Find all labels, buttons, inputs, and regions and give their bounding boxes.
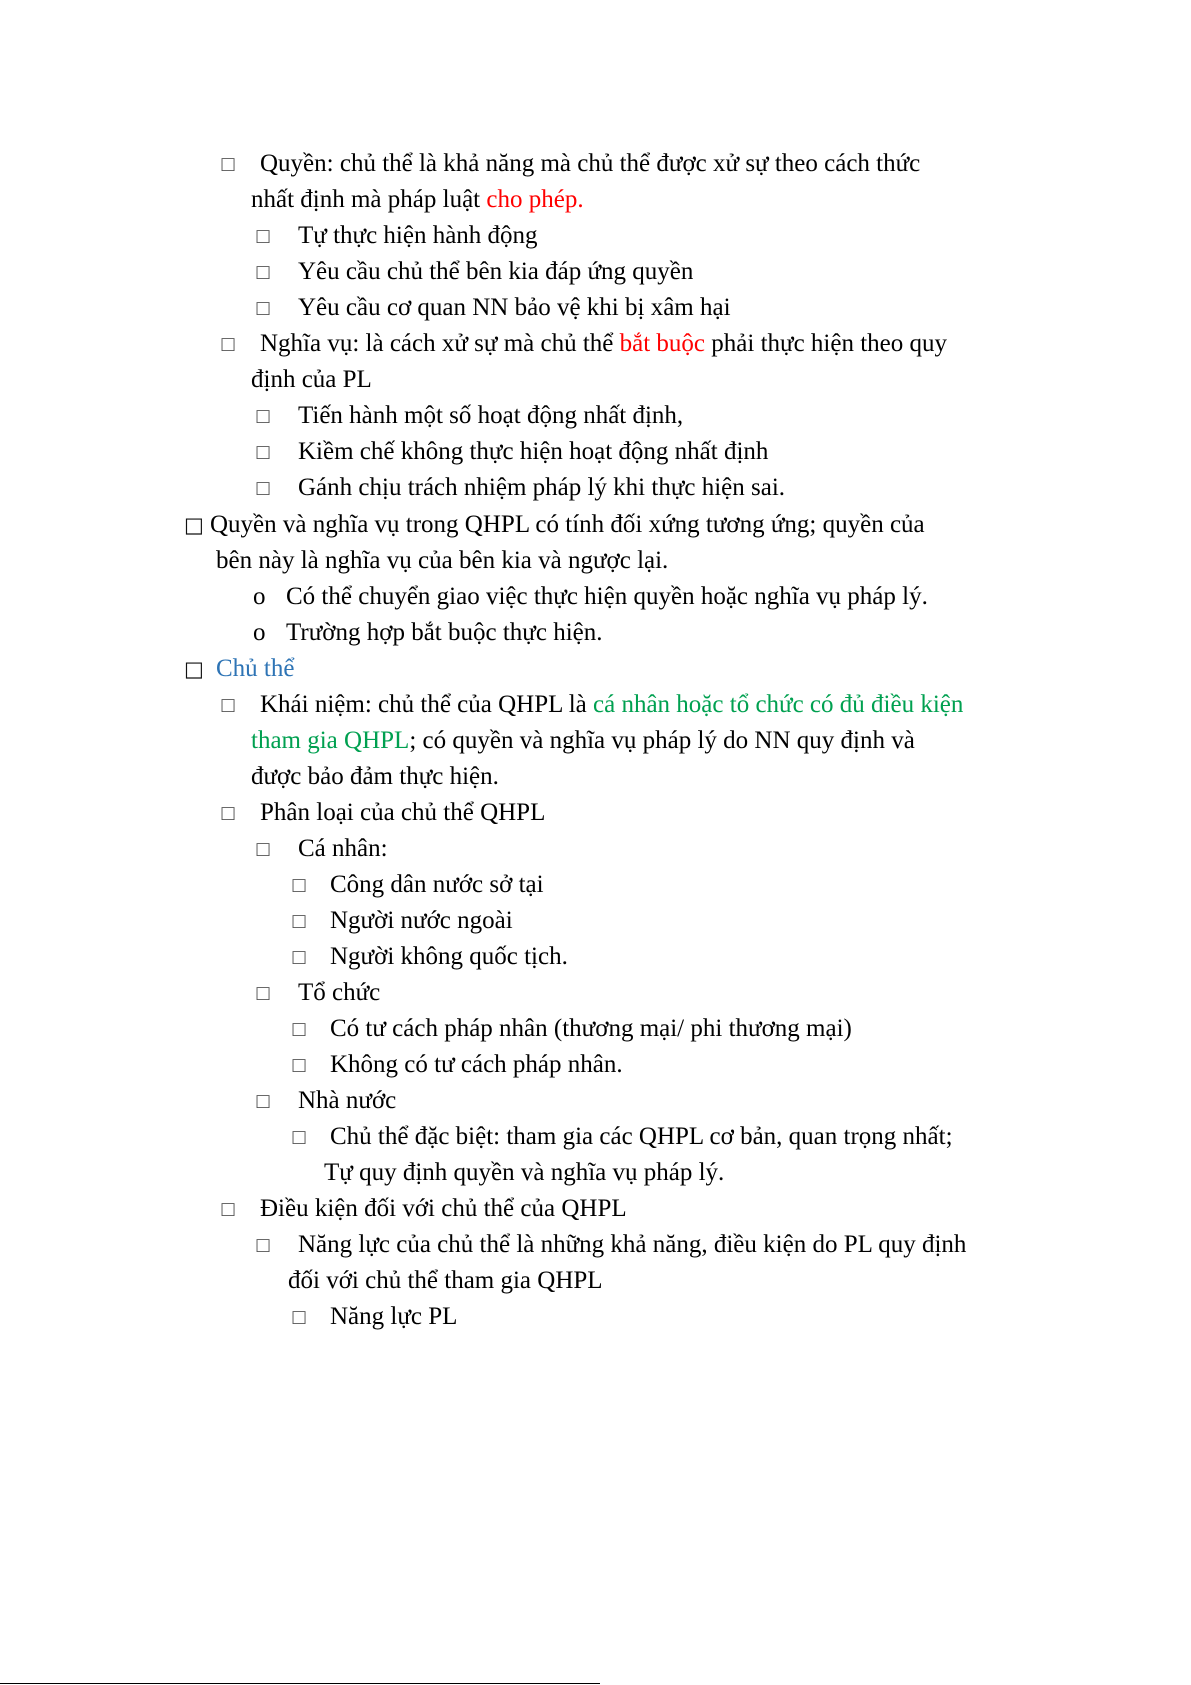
text: nhất định mà pháp luật [251, 186, 487, 213]
text: Chủ thể đặc biệt: tham gia các QHPL cơ bản, quan trọng nhất; [330, 1123, 953, 1150]
highlight-red: bắt buộc [619, 330, 706, 357]
highlight-green: cá nhân hoặc tổ chức có đủ điều kiện [593, 691, 964, 718]
text: Người không quốc tịch. [330, 943, 568, 970]
text: Có thể chuyển giao việc thực hiện quyền hoặc nghĩa vụ pháp lý. [286, 583, 928, 610]
highlight-red: cho phép. [486, 186, 584, 213]
text: Tự thực hiện hành động [298, 222, 538, 249]
square-bullet-icon: □ [220, 695, 237, 715]
text: định của PL [251, 366, 372, 393]
highlight-green: tham gia QHPL [251, 727, 410, 754]
square-bullet-icon: □ [255, 298, 272, 318]
square-bullet-icon: □ [255, 442, 272, 462]
text-after: phải thực hiện theo quy [705, 330, 947, 357]
text: Yêu cầu chủ thể bên kia đáp ứng quyền [298, 258, 694, 285]
square-bullet-icon: □ [184, 513, 204, 537]
text: Có tư cách pháp nhân (thương mại/ phi thương mại) [330, 1015, 852, 1042]
text: Kiềm chế không thực hiện hoạt động nhất định [298, 438, 769, 465]
text-row [251, 723, 915, 759]
text-row [260, 326, 947, 362]
text: Khái niệm: chủ thể của QHPL là [260, 691, 594, 718]
square-bullet-icon: □ [291, 1019, 308, 1039]
text: Quyền: chủ thể là khả năng mà chủ thể được xử sự theo cách thức [260, 150, 921, 177]
square-bullet-icon: □ [255, 262, 272, 282]
square-bullet-icon: □ [255, 839, 272, 859]
text-row [260, 687, 963, 723]
text-after: ; có quyền và nghĩa vụ pháp lý do NN quy định và [409, 727, 915, 754]
text: Không có tư cách pháp nhân. [330, 1051, 623, 1078]
square-bullet-icon: □ [220, 334, 237, 354]
text: Năng lực PL [330, 1303, 458, 1330]
text: Tổ chức [298, 979, 381, 1006]
text: Nghĩa vụ: là cách xử sự mà chủ thể [260, 330, 620, 357]
text: Cá nhân: [298, 835, 388, 862]
text: Tiến hành một số hoạt động nhất định, [298, 402, 684, 429]
square-bullet-icon: □ [255, 1235, 272, 1255]
text: đối với chủ thể tham gia QHPL [288, 1267, 603, 1294]
square-bullet-icon: □ [255, 983, 272, 1003]
text: Công dân nước sở tại [330, 871, 544, 898]
square-bullet-icon: □ [291, 947, 308, 967]
square-bullet-icon: □ [255, 226, 272, 246]
text: Năng lực của chủ thể là những khả năng, điều kiện do PL quy định [298, 1231, 967, 1258]
square-bullet-icon: □ [255, 406, 272, 426]
square-bullet-icon: □ [220, 803, 237, 823]
text: Yêu cầu cơ quan NN bảo vệ khi bị xâm hại [298, 294, 731, 321]
text: Điều kiện đối với chủ thể của QHPL [260, 1195, 627, 1222]
text: bên này là nghĩa vụ của bên kia và ngược lại. [216, 547, 669, 574]
square-bullet-icon: □ [291, 1127, 308, 1147]
text-row [251, 182, 584, 218]
square-bullet-icon: □ [220, 1199, 237, 1219]
square-bullet-icon: □ [291, 1307, 308, 1327]
square-bullet-icon: □ [291, 911, 308, 931]
square-bullet-icon: □ [291, 875, 308, 895]
text: Trường hợp bắt buộc thực hiện. [286, 619, 603, 646]
circle-bullet-icon: o [253, 619, 266, 646]
text: Người nước ngoài [330, 907, 513, 934]
square-bullet-icon: □ [255, 478, 272, 498]
text: Quyền và nghĩa vụ trong QHPL có tính đối xứng tương ứng; quyền của [210, 511, 925, 538]
text: Nhà nước [298, 1087, 397, 1114]
text: Phân loại của chủ thể QHPL [260, 799, 546, 826]
text: Tự quy định quyền và nghĩa vụ pháp lý. [324, 1159, 725, 1186]
text: Gánh chịu trách nhiệm pháp lý khi thực hiện sai. [298, 474, 786, 501]
square-bullet-icon: □ [184, 657, 204, 681]
footer-divider [0, 1683, 600, 1684]
square-bullet-icon: □ [255, 1091, 272, 1111]
circle-bullet-icon: o [253, 583, 266, 610]
text: được bảo đảm thực hiện. [251, 763, 499, 790]
square-bullet-icon: □ [220, 154, 237, 174]
square-bullet-icon: □ [291, 1055, 308, 1075]
heading-blue: Chủ thể [216, 655, 295, 682]
